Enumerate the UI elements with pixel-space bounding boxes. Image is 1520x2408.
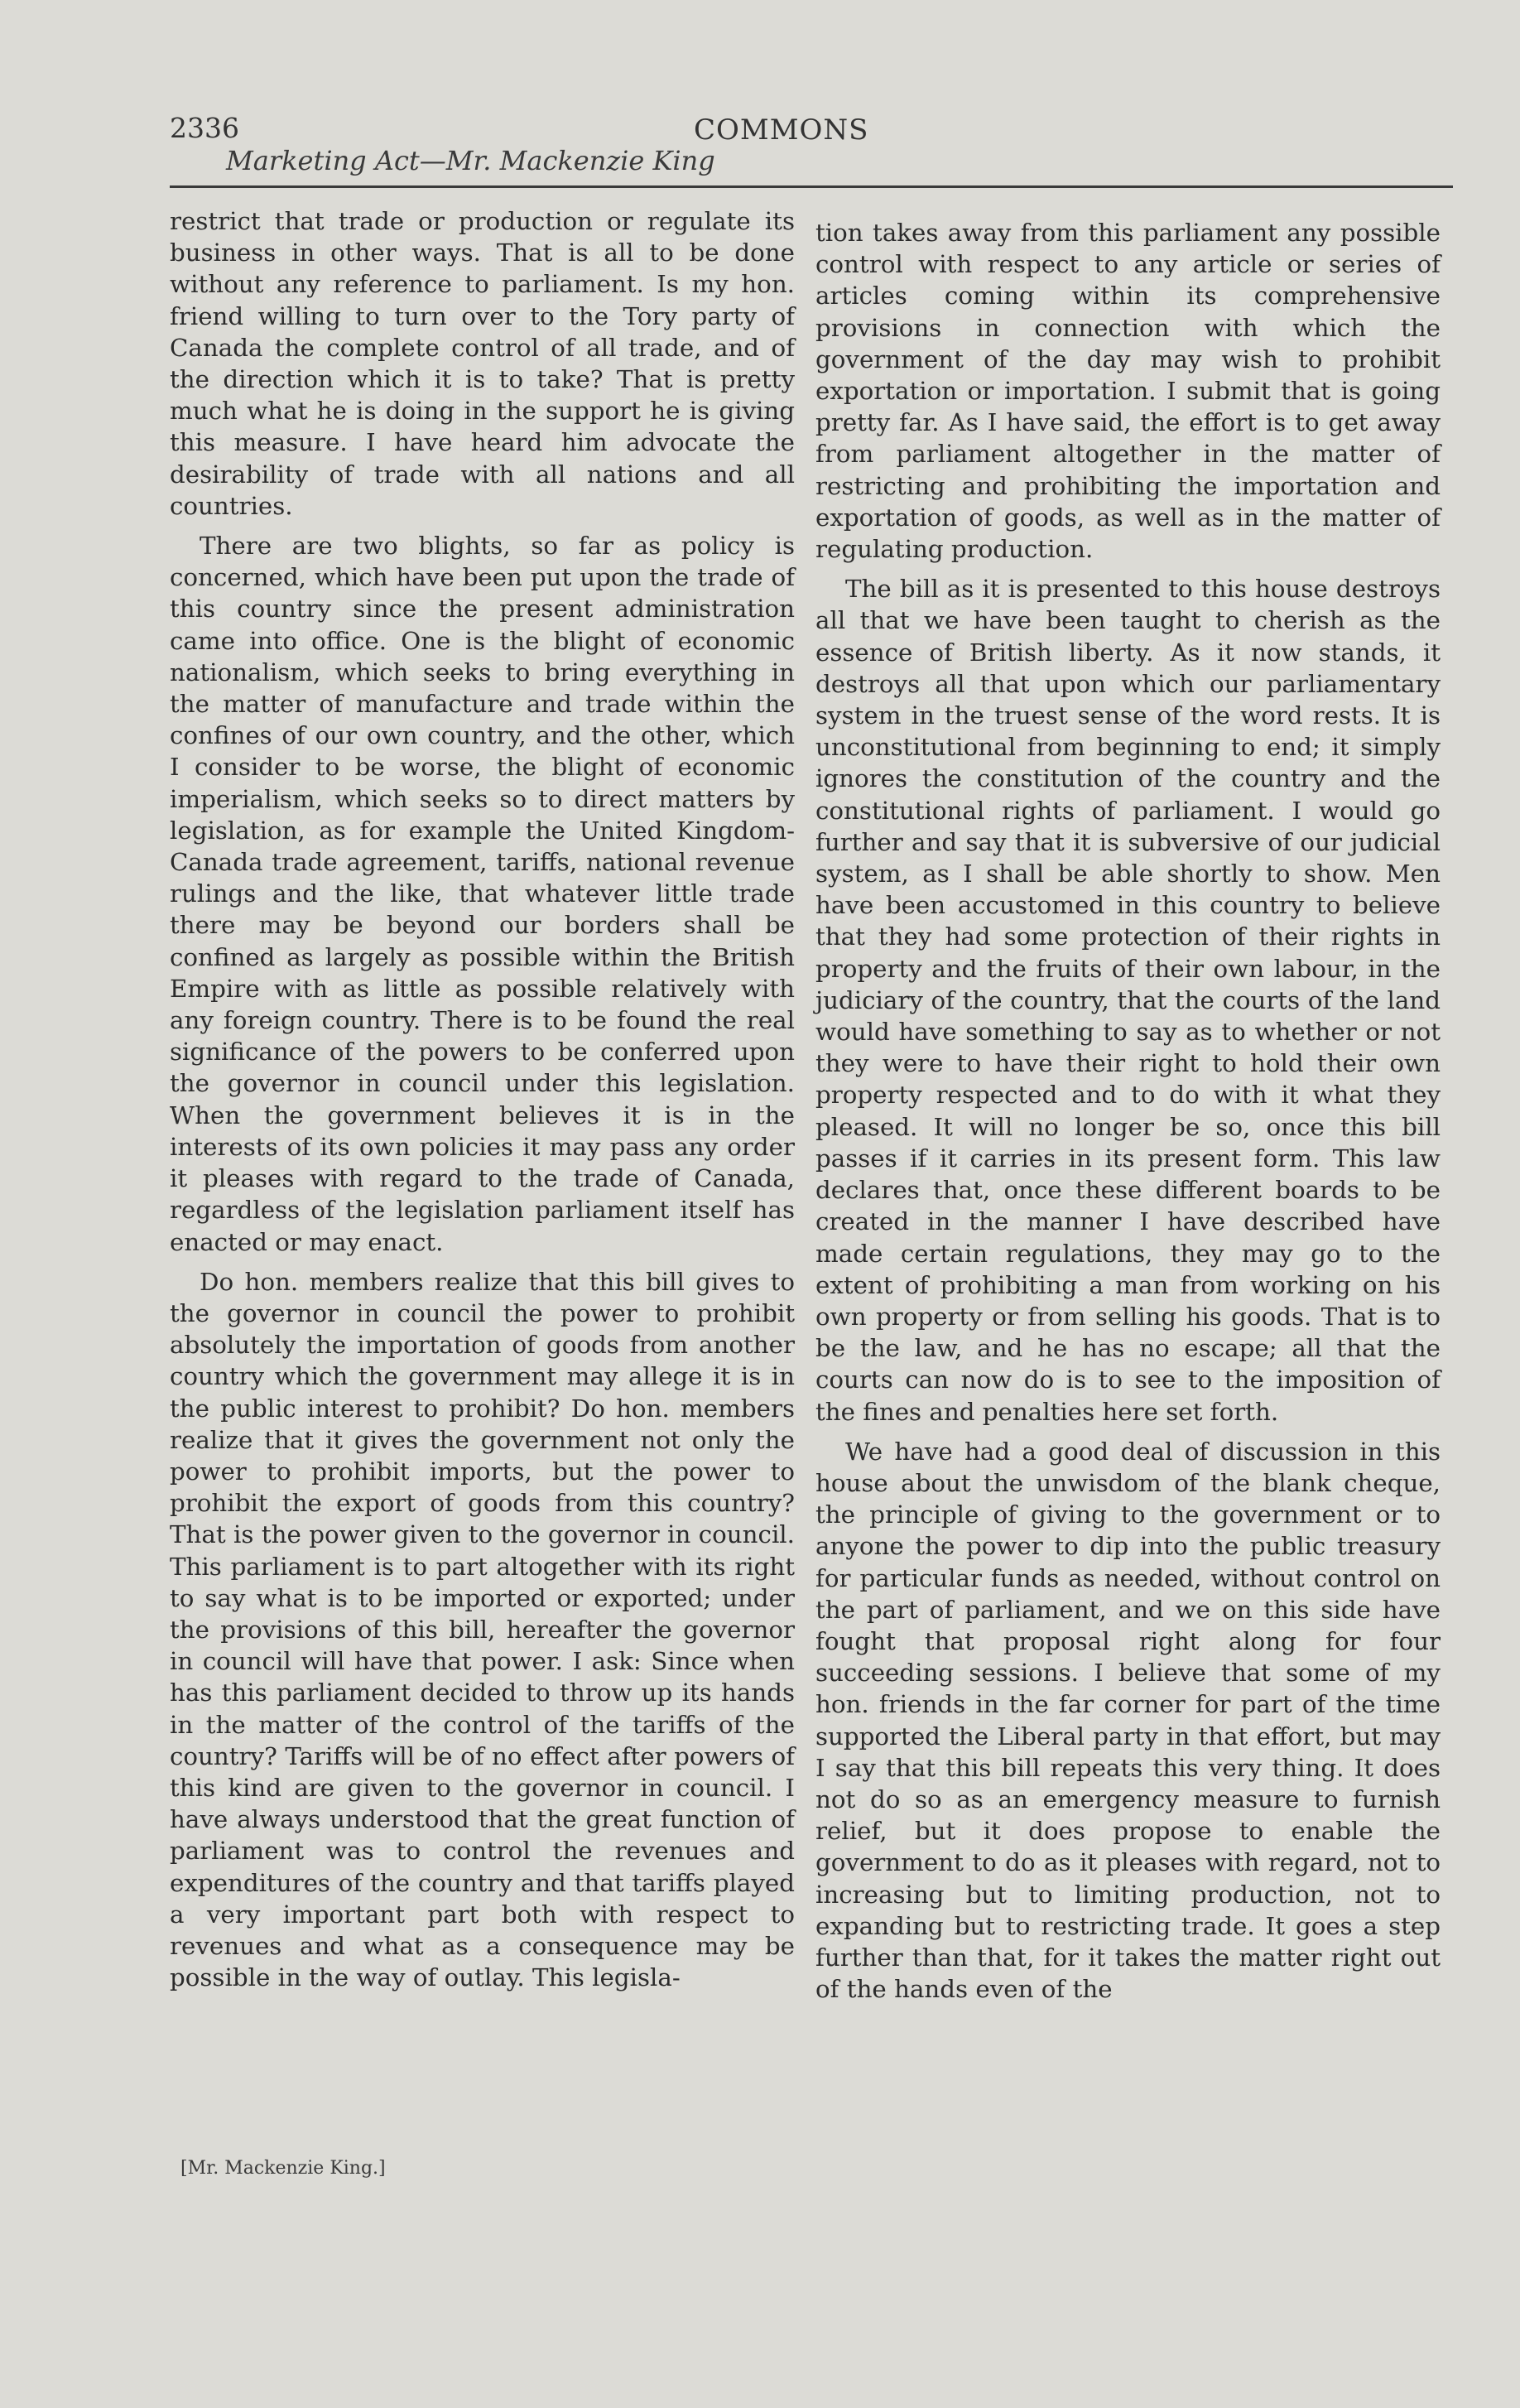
page-number: 2336 bbox=[170, 112, 239, 144]
page-header bbox=[170, 104, 1453, 178]
paragraph: restrict that trade or production or regulate its business in other ways. That is all to be done without any reference to parliament. Is my hon. friend willing to turn over to the Tory party of Canada the complete control of all trade, and of the direction which it is to take? That is pretty much what he is doing in the support he is giving this measure. I have heard him advocate the desirability of trade with all nations and all countries. bbox=[170, 207, 795, 520]
left-column bbox=[170, 205, 795, 2001]
running-head: Marketing Act—Mr. Mackenzie King bbox=[226, 145, 715, 176]
right-column bbox=[815, 217, 1441, 2013]
journal-title: COMMONS bbox=[694, 113, 869, 147]
paragraph: The bill as it is presented to this house destroys all that we have been taught to cherish as the essence of British liberty. As it now stands, it destroys all that upon which our parliamentary system in the truest sense of the word rests. It is unconstitutional from beginning to end; it simply ignores the constitution of the country and the constitutional rights of parliament. I would go further and say that it is subversive of our judicial system, as I shall be able shortly to show. Men have been accustomed in this country to believe that they had some protection of their rights in property and the fruits of their own labour, in the judiciary of the country, that the courts of the land would have something to say as to whether or not they were to have their right to hold their own property respected and to do with it what they pleased. It will no longer be so, once this bill passes if it carries in its present form. This law declares that, once these different boards to be created in the manner I have described have made certain regulations, they may go to the extent of prohibiting a man from working on his own property or from selling his goods. That is to be the law, and he has no escape; all that the courts can now do is to see to the imposition of the fines and penalties here set forth. bbox=[815, 575, 1441, 1426]
paragraph: We have had a good deal of discussion in this house about the unwisdom of the blank cheque, the principle of giving to the government or to anyone the power to dip into the public treasury for particular funds as needed, without control on the part of parliament, and we on this side have fought that proposal right along for four succeeding sessions. I believe that some of my hon. friends in the far corner for part of the time supported the Liberal party in that effort, but may I say that this bill repeats this very thing. It does not do so as an emergency measure to furnish relief, but it does propose to enable the government to do as it pleases with regard, not to increasing but to limiting production, not to expanding but to restricting trade. It goes a step further than that, for it takes the matter right out of the hands even of the bbox=[815, 1437, 1441, 2004]
speaker-footnote: [Mr. Mackenzie King.] bbox=[180, 2158, 386, 2179]
paragraph: Do hon. members realize that this bill gives to the governor in council the power to prohibit absolutely the importation of goods from another country which the government may allege it is in the public interest to prohibit? Do hon. members realize that it gives the government not only the power to prohibit imports, but the power to prohibit the export of goods from this country? That is the power given to the governor in council. This parliament is to part altogether with its right to say what is to be imported or exported; under the provisions of this bill, hereafter the governor in council will have that power. I ask: Since when has this parliament decided to throw up its hands in the matter of the control of the tariffs of the country? Tariffs will be of no effect after powers of this kind are given to the governor in council. I have always understood that the great function of parliament was to control the revenues and expenditures of the country and that tariffs played a very important part both with respect to revenues and what as a consequence may be possible in the way of outlay. This legisla- bbox=[170, 1267, 795, 1992]
paragraph: tion takes away from this parliament any possible control with respect to any article or series of articles coming within its comprehensive provisions in connection with which the government of the day may wish to prohibit exportation or importation. I submit that is going pretty far. As I have said, the effort is to get away from parliament altogether in the matter of restricting and prohibiting the importation and exportation of goods, as well as in the matter of regulating production. bbox=[815, 219, 1441, 564]
paragraph: There are two blights, so far as policy is concerned, which have been put upon the trade of this country since the present administration came into office. One is the blight of economic nationalism, which seeks to bring everything in the matter of manufacture and trade within the confines of our own country, and the other, which I consider to be worse, the blight of economic imperialism, which seeks so to direct matters by legislation, as for example the United Kingdom-Canada trade agreement, tariffs, national revenue rulings and the like, that whatever little trade there may be beyond our borders shall be confined as largely as possible within the British Empire with as little as possible relatively with any foreign country. There is to be found the real significance of the powers to be conferred upon the governor in council under this legislation. When the government believes it is in the interests of its own policies it may pass any order it pleases with regard to the trade of Canada, regardless of the legislation parliament itself has enacted or may enact. bbox=[170, 532, 795, 1256]
header-rule bbox=[170, 185, 1453, 188]
